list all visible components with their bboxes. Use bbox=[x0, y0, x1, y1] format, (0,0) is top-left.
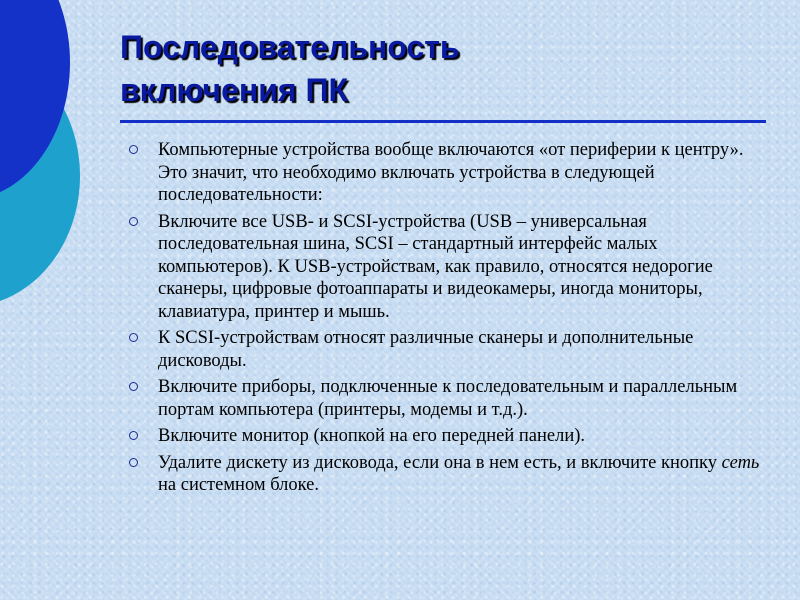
list-item bbox=[128, 327, 768, 372]
list-item bbox=[128, 376, 768, 421]
bullet-circle-icon bbox=[129, 333, 138, 342]
list-item bbox=[128, 211, 768, 324]
list-item-text: Включите все USB- и SCSI-устройства (USB – универсальная последовательная шина, SCSI – стандартный интерфейс малых компьютеров). К USB-устройствам, как правило, относятся недорогие сканеры, цифровые фотоаппараты и видеокамеры, иногда мониторы, клавиатура, принтер и мышь. bbox=[158, 211, 713, 322]
list-item-text-before: Удалите дискету из дисковода, если она в нем есть, и включите кнопку bbox=[158, 452, 718, 473]
list-item-text-after: на системном блоке. bbox=[158, 475, 319, 495]
title-divider bbox=[120, 120, 766, 123]
bullet-circle-icon bbox=[129, 217, 138, 226]
list-item-text: Включите монитор (кнопкой на его передней панели). bbox=[158, 426, 586, 446]
list-item bbox=[128, 452, 768, 497]
bullet-list bbox=[128, 139, 768, 501]
list-item bbox=[128, 139, 768, 207]
list-item bbox=[128, 425, 768, 448]
list-item-text: К SCSI-устройствам относят различные сканеры и дополнительные дисководы. bbox=[158, 328, 694, 371]
list-item-emphasis: сеть bbox=[721, 452, 760, 473]
bullet-circle-icon bbox=[129, 458, 138, 467]
bullet-circle-icon bbox=[129, 431, 138, 440]
slide-title bbox=[120, 26, 760, 112]
list-item-text: Включите приборы, подключенные к последовательным и параллельным портам компьютера (принтеры, модемы и т.д.). bbox=[158, 377, 738, 420]
slide-title-line1: Последовательность bbox=[120, 29, 460, 65]
list-item-text: Компьютерные устройства вообще включаются «от периферии к центру». Это значит, что необходимо включать устройства в следующей последовательности: bbox=[158, 140, 744, 205]
bullet-circle-icon bbox=[129, 382, 138, 391]
bullet-circle-icon bbox=[129, 145, 138, 154]
slide-title-line2: включения ПК bbox=[120, 72, 348, 108]
